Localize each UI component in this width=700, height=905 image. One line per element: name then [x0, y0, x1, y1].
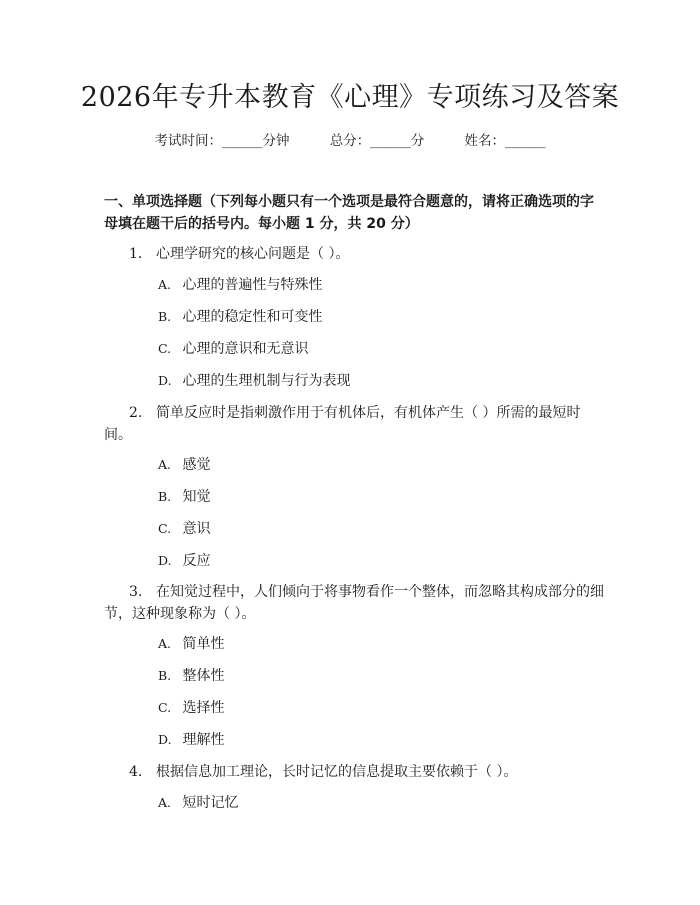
question-1-option-d: [158, 371, 350, 391]
option-text: 整体性: [182, 668, 225, 684]
question-3-option-d: [158, 730, 224, 750]
question-3-option-c: [158, 698, 224, 718]
option-letter: C.: [158, 521, 172, 536]
option-letter: C.: [158, 341, 172, 356]
option-letter: D.: [158, 373, 172, 388]
question-1-option-c: [158, 339, 308, 359]
option-text: 反应: [182, 553, 211, 569]
question-1: [104, 243, 604, 265]
question-4: [104, 761, 604, 783]
option-text: 短时记忆: [182, 795, 239, 811]
question-number: 1.: [129, 246, 143, 262]
question-2: [104, 402, 604, 446]
question-3: [104, 581, 604, 625]
option-letter: B.: [158, 489, 172, 504]
option-text: 理解性: [182, 732, 225, 748]
option-letter: A.: [158, 636, 172, 651]
question-1-option-a: [158, 275, 322, 295]
question-4-option-a: [158, 793, 238, 813]
question-number: 3.: [129, 584, 143, 600]
question-text: 在知觉过程中，人们倾向于将事物看作一个整体，而忽略其构成部分的细: [156, 584, 604, 600]
question-2-option-a: [158, 455, 210, 475]
option-letter: C.: [158, 700, 172, 715]
page-title: 2026年专升本教育《心理》专项练习及答案: [80, 82, 620, 113]
question-text-continued: 间。: [104, 427, 132, 443]
option-letter: D.: [158, 732, 172, 747]
option-text: 知觉: [182, 489, 211, 505]
option-text: 意识: [182, 521, 211, 537]
question-3-option-b: [158, 666, 224, 686]
question-number: 4.: [129, 764, 143, 780]
option-text: 心理的普遍性与特殊性: [182, 277, 323, 293]
option-letter: A.: [158, 457, 172, 472]
question-3-option-a: [158, 634, 224, 654]
option-letter: A.: [158, 795, 172, 810]
question-text: 简单反应时是指刺激作用于有机体后，有机体产生（ ）所需的最短时: [156, 405, 581, 421]
question-text: 根据信息加工理论，长时记忆的信息提取主要依赖于（ ）。: [156, 764, 518, 780]
option-text: 感觉: [182, 457, 211, 473]
exam-meta: [0, 131, 700, 151]
option-text: 简单性: [182, 636, 225, 652]
exam-time-field: 考试时间：______分钟: [154, 133, 290, 149]
option-text: 心理的意识和无意识: [182, 341, 309, 357]
option-text: 心理的稳定性和可变性: [182, 309, 323, 325]
section-heading-line-2: 母填在题干后的括号内。每小题 1 分，共 20 分）: [104, 216, 419, 232]
option-text: 心理的生理机制与行为表现: [182, 373, 351, 389]
question-number: 2.: [129, 405, 143, 421]
option-letter: B.: [158, 668, 172, 683]
question-text: 心理学研究的核心问题是（ ）。: [156, 246, 350, 262]
question-2-option-d: [158, 551, 210, 571]
section-heading-line-1: 一、单项选择题（下列每小题只有一个选项是最符合题意的，请将正确选项的字: [104, 194, 594, 210]
question-2-option-b: [158, 487, 210, 507]
option-letter: D.: [158, 553, 172, 568]
option-letter: A.: [158, 277, 172, 292]
question-2-option-c: [158, 519, 210, 539]
question-1-option-b: [158, 307, 322, 327]
name-field: 姓名：______: [464, 133, 546, 149]
option-letter: B.: [158, 309, 172, 324]
question-text-continued: 节，这种现象称为（ ）。: [104, 606, 256, 622]
section-heading: [104, 191, 604, 235]
option-text: 选择性: [182, 700, 225, 716]
total-score-field: 总分：______分: [329, 133, 425, 149]
